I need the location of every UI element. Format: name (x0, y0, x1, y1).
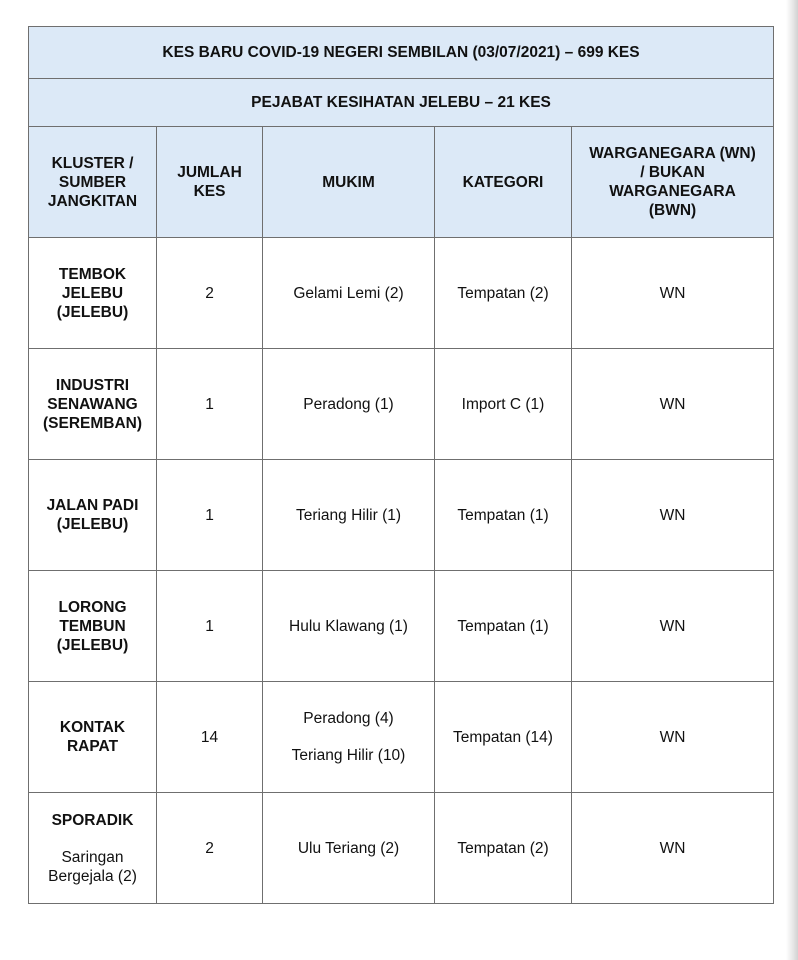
cell-kluster (29, 349, 157, 460)
cell-wn: WN (572, 793, 774, 904)
table-row (29, 460, 774, 571)
kluster-line: TEMBOK (58, 265, 127, 283)
kluster-note-line: Saringan (61, 848, 124, 866)
header-wn-line: WARGANEGARA (WN) (589, 145, 756, 162)
cell-kluster (29, 793, 157, 904)
header-jumlah-line: KES (193, 183, 226, 200)
kluster-line: TEMBUN (59, 617, 126, 635)
kluster-line: SENAWANG (47, 395, 138, 413)
cell-kluster (29, 571, 157, 682)
mukim-line: Peradong (1) (303, 395, 394, 413)
covid-cases-table (28, 26, 774, 904)
mukim-line: Teriang Hilir (1) (295, 506, 402, 524)
subtitle-row (29, 79, 774, 127)
cell-kluster (29, 238, 157, 349)
mukim-spacer (267, 728, 430, 746)
mukim-line: Peradong (4) (303, 710, 394, 727)
header-wn-line: / BUKAN (640, 164, 705, 181)
kluster-line: RAPAT (66, 738, 119, 755)
title-row (29, 27, 774, 79)
header-kluster (29, 127, 157, 238)
cell-jumlah: 14 (157, 682, 263, 793)
header-kluster-line: SUMBER (58, 173, 127, 191)
cell-kluster (29, 460, 157, 571)
table-row (29, 571, 774, 682)
page-edge-shadow (786, 0, 798, 960)
mukim-line: Ulu Teriang (2) (297, 839, 400, 857)
cell-wn: WN (572, 571, 774, 682)
cell-wn: WN (572, 238, 774, 349)
header-wn-line: (BWN) (648, 202, 697, 219)
cell-kategori: Tempatan (2) (435, 793, 572, 904)
cell-jumlah: 1 (157, 571, 263, 682)
kluster-line: JELEBU (61, 284, 124, 302)
cell-wn: WN (572, 460, 774, 571)
kluster-note-line: Bergejala (2) (48, 867, 137, 885)
kluster-line: KONTAK (59, 719, 126, 736)
cell-jumlah: 2 (157, 793, 263, 904)
table-row (29, 793, 774, 904)
cell-kategori: Tempatan (2) (435, 238, 572, 349)
kluster-line: (JELEBU) (56, 636, 129, 654)
cell-jumlah: 2 (157, 238, 263, 349)
cell-kategori: Tempatan (1) (435, 571, 572, 682)
cell-mukim (263, 460, 435, 571)
kluster-line: JALAN PADI (46, 497, 139, 514)
cell-mukim (263, 793, 435, 904)
cell-kategori: Tempatan (1) (435, 460, 572, 571)
kluster-line: LORONG (58, 598, 127, 616)
kluster-line: INDUSTRI (55, 376, 130, 394)
header-wn-line: WARGANEGARA (609, 183, 736, 200)
header-mukim: MUKIM (263, 127, 435, 238)
header-kategori: KATEGORI (435, 127, 572, 238)
table-row (29, 238, 774, 349)
kluster-line: (JELEBU) (56, 303, 129, 321)
table-row (29, 349, 774, 460)
kluster-line: (SEREMBAN) (42, 414, 143, 432)
table-row (29, 682, 774, 793)
table-subtitle: PEJABAT KESIHATAN JELEBU – 21 KES (29, 79, 774, 127)
cell-wn: WN (572, 682, 774, 793)
kluster-line: SPORADIK (51, 811, 134, 829)
kluster-spacer (33, 830, 152, 848)
table-title: KES BARU COVID-19 NEGERI SEMBILAN (03/07/2021) – 699 KES (29, 27, 774, 79)
header-kluster-line: KLUSTER / (51, 154, 134, 172)
cell-mukim (263, 238, 435, 349)
header-jumlah-line: JUMLAH (177, 164, 242, 181)
header-jumlah (157, 127, 263, 238)
cell-kluster (29, 682, 157, 793)
cell-mukim (263, 682, 435, 793)
mukim-line: Gelami Lemi (2) (293, 284, 404, 302)
header-warganegara (572, 127, 774, 238)
mukim-line: Hulu Klawang (1) (289, 617, 408, 635)
cell-mukim (263, 571, 435, 682)
cell-mukim (263, 349, 435, 460)
kluster-line: (JELEBU) (56, 516, 129, 533)
cell-kategori: Import C (1) (435, 349, 572, 460)
mukim-line: Teriang Hilir (10) (291, 747, 406, 764)
cell-jumlah: 1 (157, 349, 263, 460)
cell-kategori: Tempatan (14) (435, 682, 572, 793)
header-kluster-line: JANGKITAN (47, 192, 138, 210)
column-header-row (29, 127, 774, 238)
cell-jumlah: 1 (157, 460, 263, 571)
cell-wn: WN (572, 349, 774, 460)
